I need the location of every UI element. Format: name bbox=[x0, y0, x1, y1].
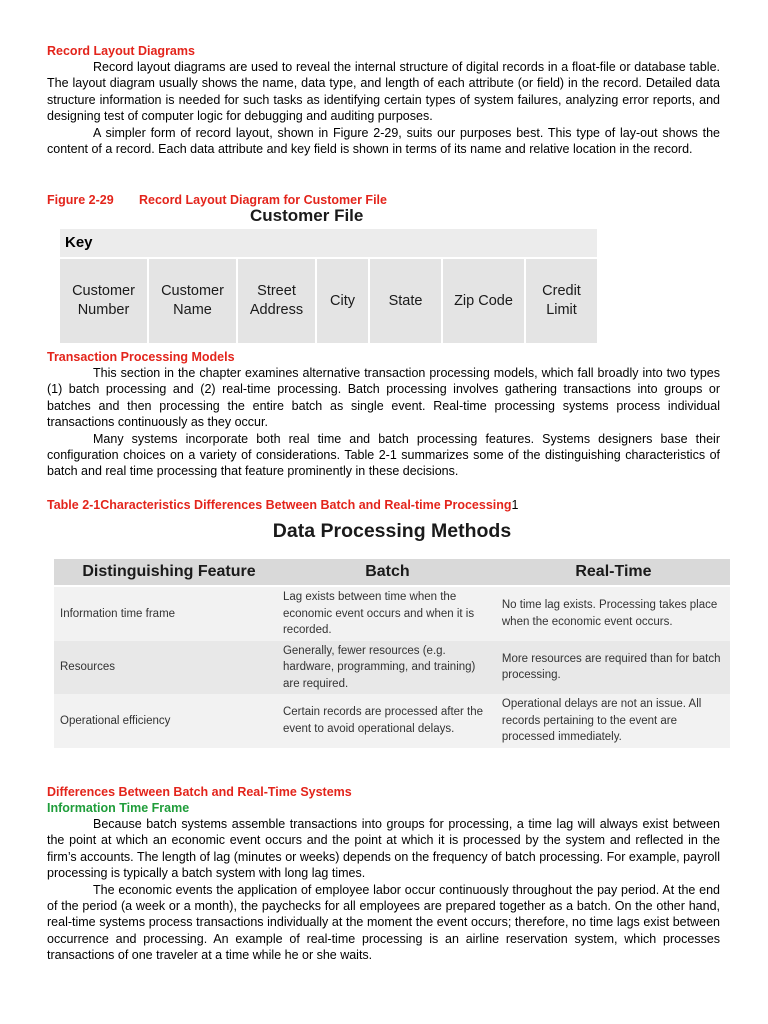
table-row bbox=[54, 694, 730, 748]
paragraph: Many systems incorporate both real time and batch processing features. Systems designers base their configuration choices on a variety of considerations. Table 2-1 summarizes some of the distinguishing characteristics of batch and real time processing that feature prominently in these decisions. bbox=[47, 431, 720, 479]
field-customer-number: Customer Number bbox=[60, 259, 147, 343]
real-time-cell: No time lag exists. Processing takes place when the economic event occurs. bbox=[497, 587, 730, 641]
feature-cell: Information time frame bbox=[54, 587, 278, 641]
customer-file-title: Customer File bbox=[250, 206, 364, 225]
field-state: State bbox=[370, 259, 441, 343]
paragraph: Because batch systems assemble transactions into groups for processing, a time lag will always exist between the point at which an economic event occurs and the point at which it is processed by the system and reflected in the firm’s accounts. The length of lag (minutes or weeks) depends on the frequency of batch processing. For example, payroll processing is typically a batch system with long lag times. bbox=[47, 817, 720, 881]
paragraph: The economic events the application of employee labor occur continuously throughout the pay period. At the end of the period (a week or a month), the paychecks for all employees are prepared together as a batch. On the other hand, real-time systems process transactions individually at the moment the event occurs; therefore, no time lags exist between occurrence and processing. An example of real-time processing is an airline reservation system, which processes transactions of one traveler at a time while he or she waits. bbox=[47, 882, 720, 963]
data-processing-title: Data Processing Methods bbox=[272, 520, 512, 542]
header-batch: Batch bbox=[278, 559, 497, 585]
table-caption-suffix: 1 bbox=[511, 498, 519, 512]
paragraph: A simpler form of record layout, shown in Figure 2-29, suits our purposes best. This type of lay-out shows the content of a record. Each data attribute and key field is shown in terms of its name and relative location in the record. bbox=[47, 125, 720, 157]
feature-cell: Operational efficiency bbox=[54, 694, 278, 748]
feature-cell: Resources bbox=[54, 641, 278, 695]
real-time-cell: Operational delays are not an issue. All records pertaining to the event are processed immediately. bbox=[497, 694, 730, 748]
field-credit-limit: Credit Limit bbox=[526, 259, 597, 343]
record-layout-text bbox=[47, 59, 720, 157]
batch-cell: Generally, fewer resources (e.g. hardware, programming, and training) are required. bbox=[278, 641, 497, 695]
section-heading-record-layout: Record Layout Diagrams bbox=[47, 44, 195, 58]
differences-text bbox=[47, 816, 720, 964]
real-time-cell: More resources are required than for batch processing. bbox=[497, 641, 730, 695]
field-customer-name: Customer Name bbox=[149, 259, 236, 343]
table-caption bbox=[47, 497, 518, 513]
key-bar: Key bbox=[60, 229, 597, 257]
table-caption-text: Table 2-1Characteristics Differences Between Batch and Real-time Processing bbox=[47, 498, 512, 512]
field-zip-code: Zip Code bbox=[443, 259, 524, 343]
header-real-time: Real-Time bbox=[497, 559, 730, 585]
header-feature: Distinguishing Feature bbox=[54, 559, 278, 585]
data-processing-table bbox=[54, 559, 730, 748]
table-header-row bbox=[54, 559, 730, 585]
section-heading-differences: Differences Between Batch and Real-Time Systems bbox=[47, 785, 352, 799]
transaction-models-text bbox=[47, 365, 720, 480]
table-row bbox=[54, 641, 730, 695]
paragraph: Record layout diagrams are used to reveal the internal structure of digital records in a float-file or database table. The layout diagram usually shows the name, data type, and length of each attribute (or field) in the record. Detailed data structure information is needed for such tasks as identifying certain types of system failures, analyzing error reports, and designing test of computer logic for debugging and auditing purposes. bbox=[47, 60, 720, 124]
paragraph: This section in the chapter examines alternative transaction processing models, which fall broadly into two types (1) batch processing and (2) real-time processing. Batch processing involves gathering transactions into groups or batches and then processing the entire batch as single event. Real-time processing systems process individual transactions continuously as they occur. bbox=[47, 366, 720, 430]
batch-cell: Lag exists between time when the economic event occurs and when it is recorded. bbox=[278, 587, 497, 641]
field-street-address: Street Address bbox=[238, 259, 315, 343]
field-city: City bbox=[317, 259, 368, 343]
subheading-information-time-frame: Information Time Frame bbox=[47, 801, 190, 815]
figure-number: Figure 2-29 bbox=[47, 193, 114, 207]
figure-caption-text: Record Layout Diagram for Customer File bbox=[139, 193, 387, 207]
batch-cell: Certain records are processed after the event to avoid operational delays. bbox=[278, 694, 497, 748]
table-row bbox=[54, 587, 730, 641]
record-layout-fields bbox=[60, 259, 597, 343]
section-heading-transaction-models: Transaction Processing Models bbox=[47, 350, 235, 364]
